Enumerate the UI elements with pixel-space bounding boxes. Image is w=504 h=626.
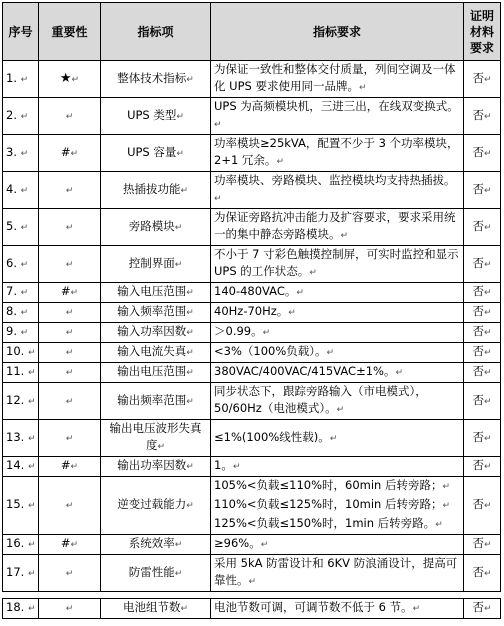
row-proof	[464, 363, 501, 383]
importance-mark: #	[60, 284, 71, 298]
proof-text: 否	[472, 107, 484, 122]
row-proof	[464, 383, 501, 420]
row-item-name	[101, 172, 211, 209]
row-requirement	[211, 61, 464, 98]
proof-text: 否	[472, 324, 484, 338]
item-name-text: 输入功率因数	[117, 324, 187, 338]
paragraph-mark-icon: ↵	[483, 259, 492, 270]
paragraph-mark-icon: ↵	[27, 348, 36, 358]
row-number-text: 13.	[6, 429, 25, 444]
row-number	[3, 535, 39, 555]
table-row	[3, 599, 501, 619]
table-row	[3, 283, 501, 303]
item-name-text: 电池组节数	[122, 600, 181, 614]
paragraph-mark-icon: ↵	[20, 328, 29, 338]
proof-text: 否	[472, 392, 484, 407]
row-importance	[39, 209, 101, 246]
paragraph-mark-icon: ↵	[483, 368, 492, 378]
item-name-text: UPS 类型	[127, 107, 177, 122]
proof-text: 否	[472, 181, 484, 196]
paragraph-mark-icon: ↵	[157, 442, 166, 452]
row-importance	[39, 555, 101, 592]
row-importance	[39, 323, 101, 343]
importance-mark: #	[60, 536, 71, 550]
paragraph-mark-icon: ↵	[186, 348, 194, 358]
paragraph-mark-icon: ↵	[358, 83, 367, 93]
row-importance	[39, 477, 101, 535]
row-number-text: 1.	[6, 70, 17, 85]
row-number	[3, 457, 39, 477]
row-importance	[39, 98, 101, 135]
paragraph-mark-icon: ↵	[288, 308, 296, 318]
paragraph-mark-icon: ↵	[70, 288, 79, 298]
row-requirement	[211, 246, 464, 283]
paragraph-mark-icon: ↵	[20, 222, 29, 233]
row-importance	[39, 457, 101, 477]
paragraph-mark-icon: ↵	[483, 462, 492, 472]
paragraph-mark-icon: ↵	[70, 540, 79, 550]
proof-text: 否	[472, 284, 484, 298]
paragraph-mark-icon: ↵	[65, 185, 74, 196]
row-number	[3, 555, 39, 592]
requirement-text: 电池节数可调，可调节数不低于 6 节。	[214, 600, 413, 614]
row-number-text: 17.	[6, 564, 25, 579]
paragraph-mark-icon: ↵	[248, 577, 257, 587]
paragraph-mark-icon: ↵	[20, 111, 29, 122]
row-item-name	[101, 135, 211, 172]
row-proof	[464, 477, 501, 535]
table-row	[3, 457, 501, 477]
paragraph-mark-icon: ↵	[214, 120, 222, 130]
paragraph-mark-icon: ↵	[20, 308, 29, 318]
paragraph-mark-icon: ↵	[435, 520, 443, 530]
paragraph-mark-icon: ↵	[65, 396, 74, 407]
item-name-text: 输出电压范围	[117, 364, 187, 378]
paragraph-mark-icon: ↵	[65, 222, 74, 233]
row-proof	[464, 420, 501, 457]
paragraph-mark-icon: ↵	[483, 501, 492, 511]
row-requirement	[211, 135, 464, 172]
paragraph-mark-icon: ↵	[27, 433, 36, 444]
row-number	[3, 323, 39, 343]
requirement-text: ≥96%。	[214, 536, 261, 550]
paragraph-mark-icon: ↵	[232, 462, 241, 472]
item-name-text: 逆变过载能力	[117, 497, 187, 511]
paragraph-mark-icon: ↵	[483, 185, 492, 196]
requirement-text: <3%（100%负载）。	[214, 344, 327, 358]
requirement-text: ≤1%(100%线性载)。	[214, 429, 330, 444]
row-item-name	[101, 383, 211, 420]
proof-text: 否	[472, 564, 484, 579]
table-row	[3, 61, 501, 98]
row-item-name	[101, 363, 211, 383]
row-requirement	[211, 209, 464, 246]
table-row	[3, 420, 501, 457]
row-requirement	[211, 420, 464, 457]
row-item-name	[101, 283, 211, 303]
row-item-name	[101, 420, 211, 457]
paragraph-mark-icon: ↵	[71, 74, 80, 85]
row-number-text: 2.	[6, 107, 17, 122]
proof-text: 否	[472, 144, 484, 159]
paragraph-mark-icon: ↵	[27, 604, 36, 614]
paragraph-mark-icon: ↵	[186, 368, 194, 378]
proof-text: 否	[472, 70, 484, 85]
paragraph-mark-icon: ↵	[483, 540, 492, 550]
paragraph-mark-icon: ↵	[20, 185, 29, 196]
row-proof	[464, 323, 501, 343]
row-item-name	[101, 599, 211, 619]
paragraph-mark-icon: ↵	[412, 604, 421, 614]
row-number-text: 10.	[6, 344, 25, 358]
row-importance	[39, 383, 101, 420]
row-proof	[464, 303, 501, 323]
proof-text: 否	[472, 218, 484, 233]
paragraph-mark-icon: ↵	[180, 604, 189, 614]
requirement-text: 380VAC/400VAC/415VAC±1%。	[214, 364, 396, 378]
table-row	[3, 535, 501, 555]
row-item-name	[101, 457, 211, 477]
row-number-text: 7.	[6, 284, 17, 298]
row-importance	[39, 599, 101, 619]
row-importance	[39, 61, 101, 98]
row-item-name	[101, 555, 211, 592]
row-number-text: 3.	[6, 144, 17, 159]
paragraph-mark-icon: ↵	[180, 185, 189, 196]
paragraph-mark-icon: ↵	[483, 288, 492, 298]
row-proof	[464, 555, 501, 592]
paragraph-mark-icon: ↵	[483, 222, 492, 233]
row-requirement	[211, 599, 464, 619]
paragraph-mark-icon: ↵	[214, 194, 222, 204]
paragraph-mark-icon: ↵	[174, 540, 183, 550]
row-proof	[464, 457, 501, 477]
paragraph-mark-icon: ↵	[483, 396, 492, 407]
item-name-text: 输出频率范围	[117, 392, 187, 407]
row-proof	[464, 343, 501, 363]
paragraph-mark-icon: ↵	[276, 157, 284, 167]
page-break-gap	[3, 592, 501, 599]
paragraph-mark-icon: ↵	[296, 288, 304, 298]
proof-text: 否	[472, 536, 484, 550]
requirement-text: ＞0.99。	[214, 324, 263, 338]
proof-text: 否	[472, 255, 484, 270]
row-proof	[464, 209, 501, 246]
paragraph-mark-icon: ↵	[65, 348, 74, 358]
row-item-name	[101, 303, 211, 323]
paragraph-mark-icon: ↵	[186, 308, 194, 318]
paragraph-mark-icon: ↵	[20, 288, 29, 298]
row-proof	[464, 599, 501, 619]
table-row	[3, 135, 501, 172]
row-importance	[39, 283, 101, 303]
paragraph-mark-icon: ↵	[483, 568, 492, 579]
requirement-text: 40Hz-70Hz。	[214, 304, 289, 318]
item-name-text: 输入电流失真	[117, 344, 187, 358]
table-row	[3, 477, 501, 535]
proof-text: 否	[472, 600, 484, 614]
row-number	[3, 61, 39, 98]
row-importance	[39, 135, 101, 172]
paragraph-mark-icon: ↵	[442, 501, 451, 511]
paragraph-mark-icon: ↵	[65, 433, 74, 444]
paragraph-mark-icon: ↵	[174, 568, 183, 579]
row-item-name	[101, 61, 211, 98]
requirement-text: UPS 为高频模块机，三进三出，在线双变换式。	[214, 99, 459, 113]
row-number	[3, 343, 39, 363]
row-importance	[39, 363, 101, 383]
paragraph-mark-icon: ↵	[329, 433, 338, 444]
row-requirement	[211, 457, 464, 477]
paragraph-mark-icon: ↵	[65, 604, 74, 614]
row-number	[3, 98, 39, 135]
paragraph-mark-icon: ↵	[395, 368, 404, 378]
proof-text: 否	[472, 364, 484, 378]
requirement-text: 不小于 7 寸彩色触摸控制屏，可实时监控和显示 UPS 的工作状态。	[214, 247, 459, 278]
row-number	[3, 172, 39, 209]
paragraph-mark-icon: ↵	[186, 328, 194, 338]
paragraph-mark-icon: ↵	[65, 501, 74, 511]
row-number	[3, 303, 39, 323]
paragraph-mark-icon: ↵	[483, 148, 492, 159]
paragraph-mark-icon: ↵	[186, 501, 194, 511]
row-requirement	[211, 323, 464, 343]
paragraph-mark-icon: ↵	[70, 148, 79, 159]
paragraph-mark-icon: ↵	[27, 501, 36, 511]
row-proof	[464, 283, 501, 303]
row-number	[3, 209, 39, 246]
row-number-text: 15.	[6, 497, 25, 511]
row-requirement	[211, 477, 464, 535]
paragraph-mark-icon: ↵	[483, 348, 492, 358]
requirement-text: 140-480VAC。	[214, 284, 297, 298]
row-proof	[464, 535, 501, 555]
paragraph-mark-icon: ↵	[70, 462, 79, 472]
requirement-line: 125%<负载≤150%时，1min 后转旁路。	[214, 516, 436, 530]
requirement-line: 105%<负载≤110%时，60min 后转旁路；	[214, 478, 443, 492]
item-name-text: 防雷性能	[128, 564, 175, 579]
row-importance	[39, 172, 101, 209]
paragraph-mark-icon: ↵	[442, 482, 451, 492]
row-number	[3, 383, 39, 420]
importance-mark: #	[60, 458, 71, 472]
item-name-text: UPS 容量	[127, 144, 177, 159]
row-number-text: 9.	[6, 324, 17, 338]
paragraph-mark-icon: ↵	[340, 231, 349, 241]
paragraph-mark-icon: ↵	[65, 328, 74, 338]
item-name-text: 整体技术指标	[117, 70, 187, 85]
requirement-text: 功率模块、旁路模块、监控模块均支持热插拔。	[214, 173, 456, 187]
row-number	[3, 135, 39, 172]
proof-text: 否	[472, 429, 484, 444]
row-requirement	[211, 363, 464, 383]
paragraph-mark-icon: ↵	[65, 368, 74, 378]
proof-text: 否	[472, 344, 484, 358]
proof-text: 否	[472, 497, 484, 511]
table-row	[3, 363, 501, 383]
row-proof	[464, 172, 501, 209]
row-proof	[464, 98, 501, 135]
paragraph-mark-icon: ↵	[262, 328, 271, 338]
paragraph-mark-icon: ↵	[27, 368, 36, 378]
row-importance	[39, 343, 101, 363]
table-row	[3, 246, 501, 283]
row-item-name	[101, 209, 211, 246]
table-row	[3, 98, 501, 135]
paragraph-mark-icon: ↵	[483, 308, 492, 318]
row-proof	[464, 135, 501, 172]
paragraph-mark-icon: ↵	[186, 74, 194, 85]
paragraph-mark-icon: ↵	[27, 462, 36, 472]
row-number-text: 16.	[6, 536, 25, 550]
paragraph-mark-icon: ↵	[483, 604, 492, 614]
importance-mark: #	[60, 144, 71, 159]
paragraph-mark-icon: ↵	[483, 111, 492, 122]
item-name-text: 输出功率因数	[117, 458, 187, 472]
requirement-line: 110%<负载≤125%时，10min 后转旁路；	[214, 497, 443, 511]
item-name-text: 输出电压波形失真度	[109, 421, 202, 452]
requirement-text: 为保证旁路抗冲击能力及扩容要求，要求采用统一的集中静态旁路模块。	[214, 210, 456, 241]
paragraph-mark-icon: ↵	[65, 308, 74, 318]
paragraph-mark-icon: ↵	[176, 148, 184, 159]
row-number	[3, 599, 39, 619]
table-header-row	[3, 3, 501, 61]
paragraph-mark-icon: ↵	[326, 348, 335, 358]
header-importance: 重要性	[39, 3, 101, 61]
spec-table-wrapper	[2, 2, 501, 619]
row-number-text: 14.	[6, 458, 25, 472]
row-requirement	[211, 383, 464, 420]
requirement-text: 为保证一致性和整体交付质量，列间空调及一体化 UPS 要求使用同一品牌。	[214, 62, 456, 93]
paragraph-mark-icon: ↵	[483, 433, 492, 444]
row-proof	[464, 61, 501, 98]
row-number-text: 5.	[6, 218, 17, 233]
item-name-text: 旁路模块	[128, 218, 175, 233]
row-number	[3, 420, 39, 457]
row-requirement	[211, 555, 464, 592]
proof-text: 否	[472, 304, 484, 318]
row-number	[3, 283, 39, 303]
paragraph-mark-icon: ↵	[186, 462, 194, 472]
paragraph-mark-icon: ↵	[65, 259, 74, 270]
paragraph-mark-icon: ↵	[186, 396, 194, 407]
row-importance	[39, 535, 101, 555]
row-number	[3, 363, 39, 383]
row-item-name	[101, 535, 211, 555]
row-proof	[464, 246, 501, 283]
paragraph-mark-icon: ↵	[27, 396, 36, 407]
proof-text: 否	[472, 458, 484, 472]
row-item-name	[101, 98, 211, 135]
paragraph-mark-icon: ↵	[174, 259, 183, 270]
table-row	[3, 172, 501, 209]
table-row	[3, 383, 501, 420]
item-name-text: 输入电压范围	[117, 284, 187, 298]
row-item-name	[101, 477, 211, 535]
row-importance	[39, 303, 101, 323]
row-importance	[39, 420, 101, 457]
paragraph-mark-icon: ↵	[65, 111, 74, 122]
requirement-text: 同步状态下，跟踪旁路输入（市电模式），50/60Hz（电池模式）。	[214, 384, 427, 415]
paragraph-mark-icon: ↵	[336, 405, 345, 415]
row-item-name	[101, 246, 211, 283]
header-no: 序号	[3, 3, 39, 61]
paragraph-mark-icon: ↵	[27, 540, 36, 550]
row-item-name	[101, 323, 211, 343]
row-number-text: 11.	[6, 364, 25, 378]
requirement-text: 1。	[214, 458, 233, 472]
paragraph-mark-icon: ↵	[483, 328, 492, 338]
item-name-text: 热插拔功能	[122, 181, 181, 196]
item-name-text: 输入频率范围	[117, 304, 187, 318]
table-row	[3, 343, 501, 363]
table-row	[3, 209, 501, 246]
table-row	[3, 323, 501, 343]
row-requirement	[211, 98, 464, 135]
paragraph-mark-icon: ↵	[20, 259, 29, 270]
row-number-text: 6.	[6, 255, 17, 270]
paragraph-mark-icon: ↵	[27, 568, 36, 579]
row-number-text: 4.	[6, 181, 17, 196]
paragraph-mark-icon: ↵	[174, 222, 183, 233]
row-number-text: 12.	[6, 392, 25, 407]
table-row	[3, 555, 501, 592]
requirement-text: 采用 5kA 防雷设计和 6KV 防浪涌设计，提高可靠性。	[214, 556, 458, 587]
row-importance	[39, 246, 101, 283]
item-name-text: 系统效率	[128, 536, 175, 550]
paragraph-mark-icon: ↵	[483, 74, 492, 85]
row-requirement	[211, 343, 464, 363]
row-requirement	[211, 535, 464, 555]
row-requirement	[211, 303, 464, 323]
paragraph-mark-icon: ↵	[20, 148, 29, 159]
paragraph-mark-icon: ↵	[20, 74, 29, 85]
paragraph-mark-icon: ↵	[309, 268, 317, 278]
table-row	[3, 303, 501, 323]
row-number	[3, 246, 39, 283]
paragraph-mark-icon: ↵	[65, 568, 74, 579]
row-requirement	[211, 283, 464, 303]
requirement-text: 功率模块≥25kVA，配置不少于 3 个功率模块，2+1 冗余。	[214, 136, 459, 167]
spec-table	[2, 2, 501, 619]
paragraph-mark-icon: ↵	[260, 540, 269, 550]
row-requirement	[211, 172, 464, 209]
paragraph-mark-icon: ↵	[176, 111, 184, 122]
row-number	[3, 477, 39, 535]
header-requirement: 指标要求	[211, 3, 464, 61]
row-item-name	[101, 343, 211, 363]
header-item: 指标项	[101, 3, 211, 61]
item-name-text: 控制界面	[128, 255, 175, 270]
row-number-text: 18.	[6, 600, 25, 614]
row-number-text: 8.	[6, 304, 17, 318]
paragraph-mark-icon: ↵	[186, 288, 194, 298]
header-proof: 证明材料要求	[464, 3, 501, 61]
star-icon: ★	[59, 70, 72, 86]
